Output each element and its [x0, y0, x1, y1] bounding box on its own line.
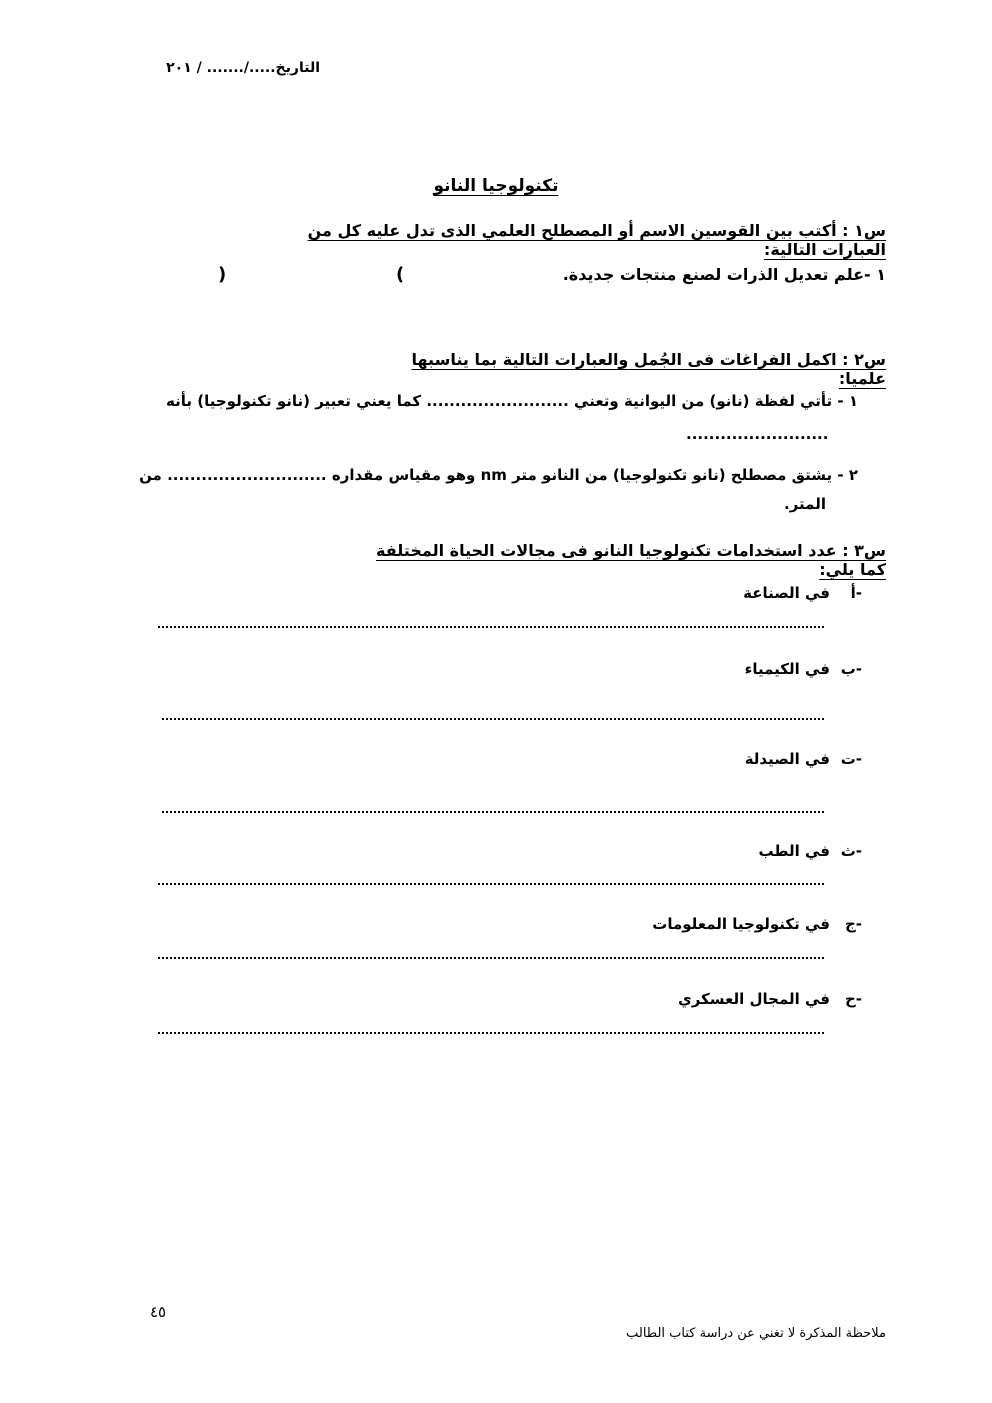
q2-heading: س٢ : اكمل الفراغات فى الجُمل والعبارات التالية بما يناسبها علميا: — [411, 350, 886, 388]
q3-item-letter: ب- — [840, 660, 862, 678]
footer-note: ملاحظة المذكرة لا تغني عن دراسة كتاب الطالب — [626, 1326, 886, 1341]
q3-item-label: في تكنولوجيا المعلومات — [652, 915, 830, 933]
q1-paren-open: ( — [396, 264, 405, 285]
q3-item-label: في الكيمياء — [744, 660, 830, 678]
q3-item-letter: أ- — [850, 584, 862, 602]
q3-item-letter: ح- — [844, 990, 862, 1008]
q1-item1: ١ -علم تعديل الذرات لصنع منتجات جديدة. — [562, 265, 886, 284]
page-title: تكنولوجيا النانو — [433, 176, 559, 196]
q1-answer-blank[interactable] — [232, 270, 392, 288]
q2-item1-line2: ......................... — [686, 425, 829, 443]
q3-item-label: في الطب — [758, 842, 830, 860]
q3-heading: س٣ : عدد استخدامات تكنولوجيا النانو فى مجالات الحياة المختلفة كما يلي: — [376, 541, 886, 579]
q2-item2-line1: ٢ - يشتق مصطلح (نانو تكنولوجيا) من النانو متر nm وهو مقياس مقداره ............................ من — [139, 466, 858, 484]
q2-item1-line1: ١ - تأتي لفظة (نانو) من اليوانية وتعني ......................... كما يعني تعبير (نانو تكنولوجيا) بأنه — [166, 392, 858, 410]
q3-item-letter: ت- — [840, 750, 862, 768]
q1-paren-close: ) — [218, 264, 227, 285]
q2-item2-line2: المتر. — [784, 495, 826, 513]
q3-item-letter: ج- — [844, 915, 862, 933]
q3-item-label: في المجال العسكري — [677, 990, 830, 1008]
answer-dotted-line[interactable] — [162, 811, 824, 813]
q3-item-label: في الصيدلة — [744, 750, 830, 768]
q3-item-letter: ث- — [840, 842, 862, 860]
answer-dotted-line[interactable] — [158, 957, 824, 959]
answer-dotted-line[interactable] — [158, 626, 824, 628]
answer-dotted-line[interactable] — [158, 1032, 824, 1034]
date-line: التاريخ...../....... / ٢٠١ — [166, 60, 320, 76]
answer-dotted-line[interactable] — [158, 883, 824, 885]
page-number: ٤٥ — [150, 1303, 167, 1321]
q1-heading: س١ : أكتب بين القوسين الاسم أو المصطلح العلمي الذى تدل عليه كل من العبارات التالية: — [307, 221, 886, 259]
answer-dotted-line[interactable] — [162, 718, 824, 720]
q3-item-label: في الصناعة — [743, 584, 830, 602]
